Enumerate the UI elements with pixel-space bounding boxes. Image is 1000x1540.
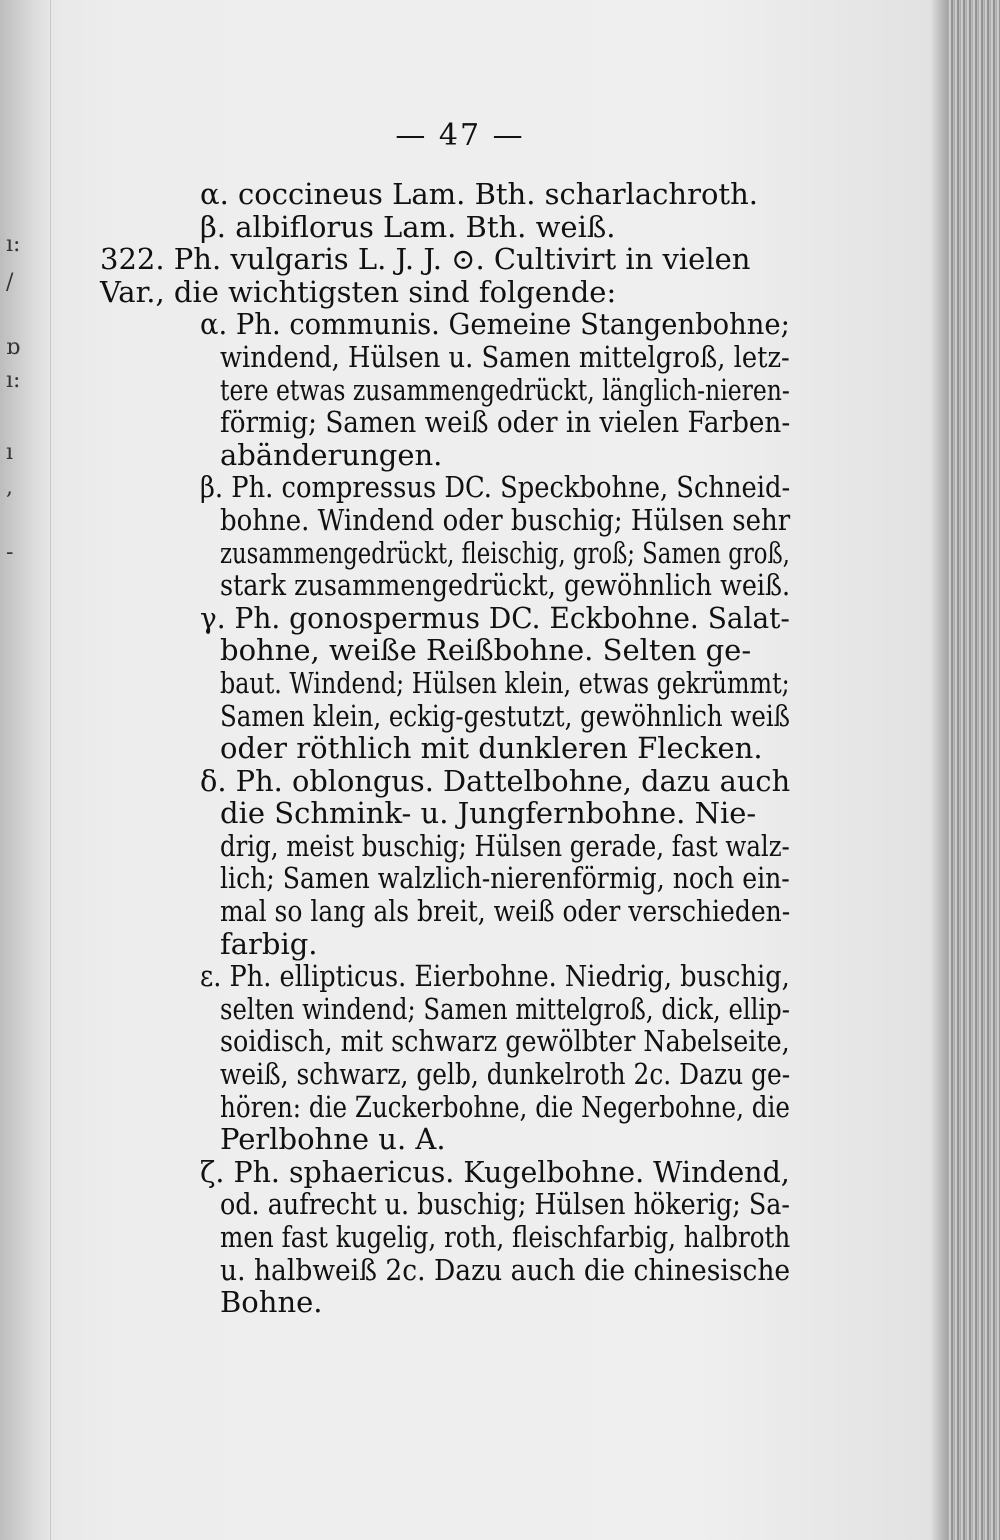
text-line: drig, meist buschig; Hülsen gerade, fast walz- xyxy=(220,828,790,863)
margin-mark: - xyxy=(6,540,14,565)
text-line: u. halbweiß 2c. Dazu auch die chinesische xyxy=(220,1252,791,1287)
page-number: — 47 — xyxy=(395,118,525,153)
text-line: Bohne. xyxy=(220,1285,323,1320)
text-line: förmig; Samen weiß oder in vielen Farben- xyxy=(220,405,791,440)
margin-mark: ı: xyxy=(6,368,21,393)
text-line: 322. Ph. vulgaris L. J. J. ⊙. Cultivirt in vielen xyxy=(100,242,751,277)
text-line: ζ. Ph. sphaericus. Kugelbohne. Windend, xyxy=(200,1154,790,1189)
text-line: Samen klein, eckig-gestutzt, gewöhnlich weiß xyxy=(220,698,791,733)
text-line: selten windend; Samen mittelgroß, dick, ellip- xyxy=(220,991,790,1026)
text-line: baut. Windend; Hülsen klein, etwas gekrümmt; xyxy=(220,665,790,700)
text-line: zusammengedrückt, fleischig, groß; Samen groß, xyxy=(220,535,790,570)
text-line: δ. Ph. oblongus. Dattelbohne, dazu auch xyxy=(200,763,791,798)
page-stack-edge xyxy=(948,0,1000,1540)
text-body xyxy=(100,178,800,1319)
text-line: hören: die Zuckerbohne, die Negerbohne, die xyxy=(220,1089,790,1124)
text-line: Perlbohne u. A. xyxy=(220,1122,446,1157)
text-line: bohne. Windend oder buschig; Hülsen sehr xyxy=(220,502,791,537)
margin-mark: ı: xyxy=(6,232,21,257)
text-line: bohne, weiße Reißbohne. Selten ge- xyxy=(220,633,752,668)
margin-mark: , xyxy=(6,475,13,500)
text-line: stark zusammengedrückt, gewöhnlich weiß. xyxy=(220,568,791,603)
text-line: men fast kugelig, roth, fleischfarbig, halbroth xyxy=(220,1220,791,1254)
text-line: farbig. xyxy=(220,926,318,961)
text-line: α. coccineus Lam. Bth. scharlachroth. xyxy=(200,177,758,211)
margin-mark: ɒ xyxy=(6,335,21,360)
text-line: tere etwas zusammengedrückt, länglich-nieren- xyxy=(220,372,790,407)
text-line: α. Ph. communis. Gemeine Stangenbohne; xyxy=(200,307,790,342)
text-line: β. albiflorus Lam. Bth. weiß. xyxy=(200,209,616,244)
text-line: ε. Ph. ellipticus. Eierbohne. Niedrig, buschig, xyxy=(200,959,790,994)
text-line: windend, Hülsen u. Samen mittelgroß, letz- xyxy=(220,339,790,374)
text-line: od. aufrecht u. buschig; Hülsen hökerig; Sa- xyxy=(220,1187,790,1222)
text-line: lich; Samen walzlich-nierenförmig, noch ein- xyxy=(220,861,790,896)
text-line: oder röthlich mit dunkleren Flecken. xyxy=(220,731,763,766)
text-line: weiß, schwarz, gelb, dunkelroth 2c. Dazu ge- xyxy=(220,1057,791,1092)
text-line: Var., die wichtigsten sind folgende: xyxy=(100,274,617,309)
text-line: die Schmink- u. Jungfernbohne. Nie- xyxy=(220,796,757,831)
previous-page-edge xyxy=(0,0,51,1540)
text-line: soidisch, mit schwarz gewölbter Nabelseite, xyxy=(220,1024,790,1059)
margin-mark: / xyxy=(6,270,14,295)
text-line: abänderungen. xyxy=(220,437,443,472)
text-line: mal so lang als breit, weiß oder verschieden- xyxy=(220,894,791,929)
text-line: β. Ph. compressus DC. Speckbohne, Schneid- xyxy=(200,470,791,505)
margin-mark: ı xyxy=(6,440,14,465)
text-line: γ. Ph. gonospermus DC. Eckbohne. Salat- xyxy=(200,600,790,635)
